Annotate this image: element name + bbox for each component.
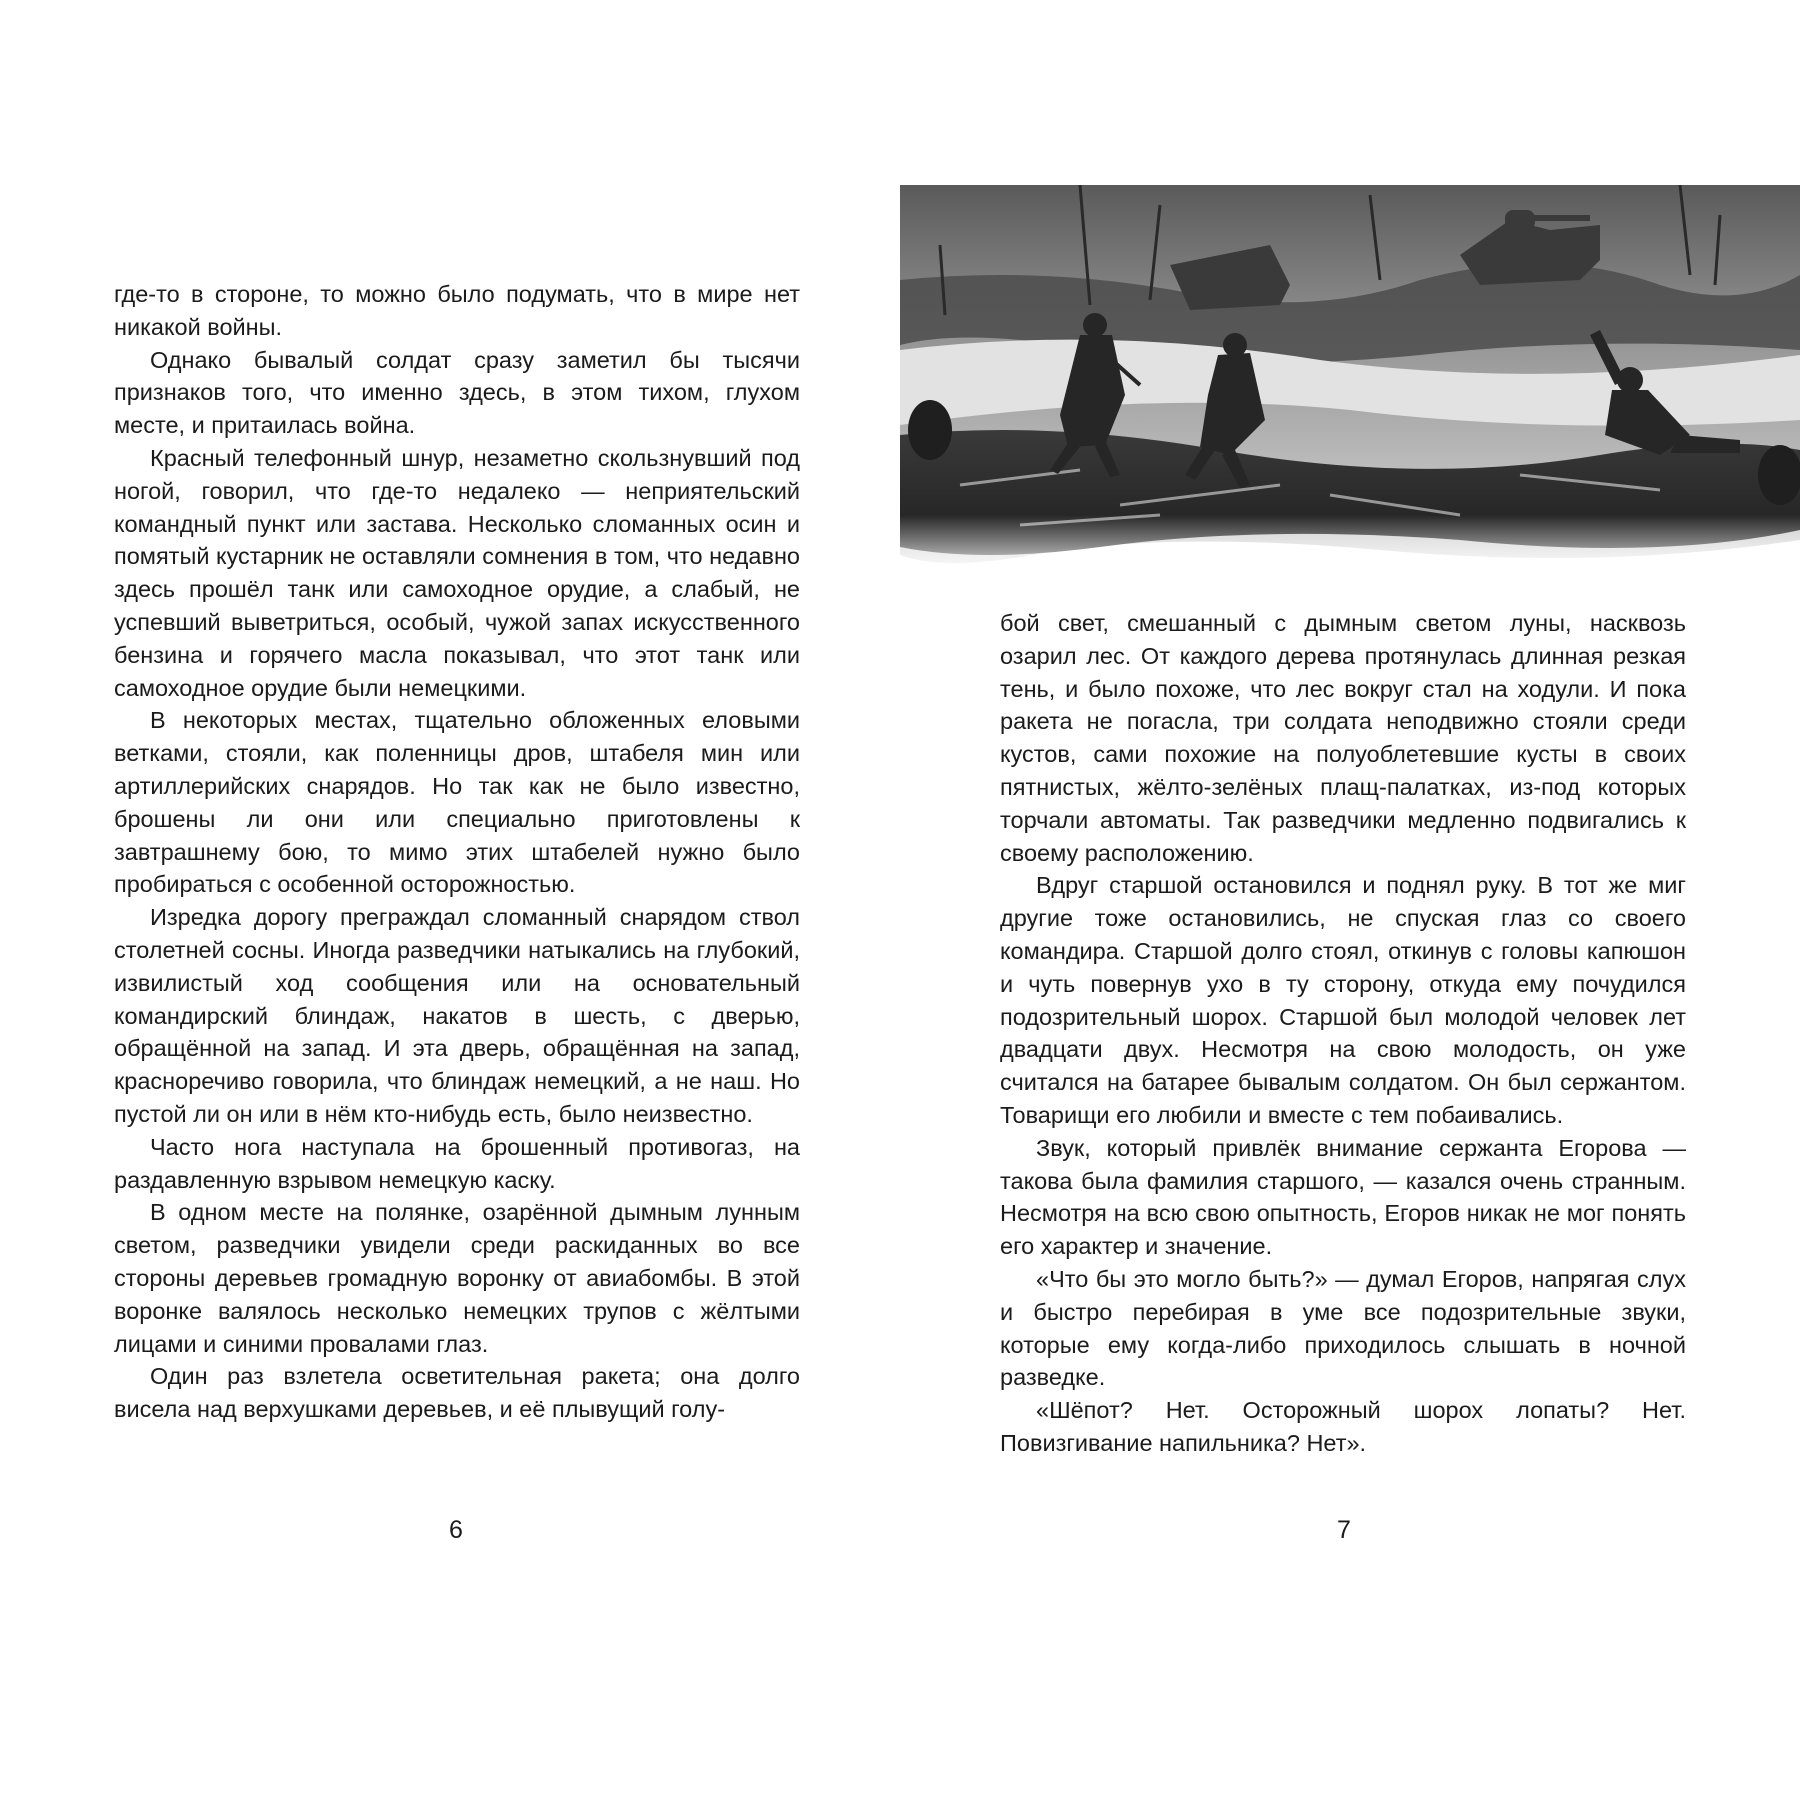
paragraph: Изредка дорогу преграждал сломанный снарядом ствол столетней сосны. Иногда разведчики натыкались на глубокий, извилистый ход сообщения или на основательный командирский блиндаж, накатов в шесть, с дверью, обращённой на запад. И эта дверь, обращённая на запад, красноречиво говорила, что блиндаж немецкий, а не наш. Но пустой ли он или в нём кто-нибудь есть, было неизвестно. — [114, 904, 800, 1127]
paragraph: где-то в стороне, то можно было подумать, что в мире нет никакой войны. — [114, 281, 800, 340]
battlefield-illustration — [900, 185, 1800, 580]
paragraph: Однако бывалый солдат сразу заметил бы тысячи признаков того, что именно здесь, в этом тихом, глухом месте, и притаилась война. — [114, 346, 800, 439]
page-number: 7 — [1337, 1516, 1351, 1544]
paragraph: Один раз взлетела осветительная ракета; она долго висела над верхушками деревьев, и её плывущий голу- — [114, 1363, 800, 1423]
paragraph: «Шёпот? Нет. Осторожный шорох лопаты? Нет. Повизгивание напильника? Нет». — [1000, 1397, 1686, 1456]
paragraph: В одном месте на полянке, озарённой дымным лунным светом, разведчики увидели среди раскиданных во все стороны деревьев громадную воронку от авиабомбы. В этой воронке валялось несколько немецких трупов с жёлтыми лицами и синими провалами глаз. — [114, 1199, 800, 1357]
paragraph: Вдруг старшой остановился и поднял руку. В тот же миг другие тоже остановились, не спуская глаз со своего командира. Старшой долго стоял, откинув с головы капюшон и чуть повернув ухо в ту сторону, откуда ему почудился подозрительный шорох. Старшой был молодой человек лет двадцати двух. Несмотря на свою молодость, он уже считался на батарее бывалым солдатом. Он был сержантом. Товарищи его любили и вместе с тем побаивались. — [1000, 872, 1686, 1128]
right-page-text — [1000, 607, 1686, 1460]
left-page-text — [114, 278, 800, 1426]
paragraph: В некоторых местах, тщательно обложенных еловыми ветками, стояли, как поленницы дров, штабеля мин или артиллерийских снарядов. Но так как не было известно, брошены ли они или специально приготовлены к завтрашнему бою, то мимо этих штабелей нужно было пробираться с особенной осторожностью. — [114, 707, 800, 898]
right-page — [900, 0, 1800, 1800]
page-number: 6 — [449, 1516, 463, 1544]
paragraph: Часто нога наступала на брошенный противогаз, на раздавленную взрывом немецкую каску. — [114, 1133, 800, 1193]
battlefield-scene-image — [900, 185, 1800, 580]
paragraph: Звук, который привлёк внимание сержанта Егорова — такова была фамилия старшого, — казался очень странным. Несмотря на всю свою опытность, Егоров никак не мог понять его характер и значение. — [1000, 1134, 1686, 1260]
paragraph: Красный телефонный шнур, незаметно скользнувший под ногой, говорил, что где-то недалеко — неприятельский командный пункт или застава. Несколько сломанных осин и помятый кустарник не оставляли сомнения в том, что недавно здесь прошёл танк или самоходное орудие, а слабый, не успевший выветриться, особый, чужой запах искусственного бензина и горячего масла показывал, что этот танк или самоходное орудие были немецкими. — [114, 444, 800, 701]
paragraph: «Что бы это могло быть?» — думал Егоров, напрягая слух и быстро перебирая в уме все подозрительные звуки, которые ему когда-либо приходилось слышать в ночной разведке. — [1000, 1265, 1686, 1391]
paragraph: бой свет, смешанный с дымным светом луны, насквозь озарил лес. От каждого дерева протянулась длинная резкая тень, и было похоже, что лес вокруг стал на ходули. И пока ракета не погасла, три солдата неподвижно стояли среди кустов, сами похожие на полуоблетевшие кусты в своих пятнистых, жёлто-зелёных плащ-палатках, из-под которых торчали автоматы. Так разведчики медленно подвигались к своему расположению. — [1000, 610, 1686, 866]
